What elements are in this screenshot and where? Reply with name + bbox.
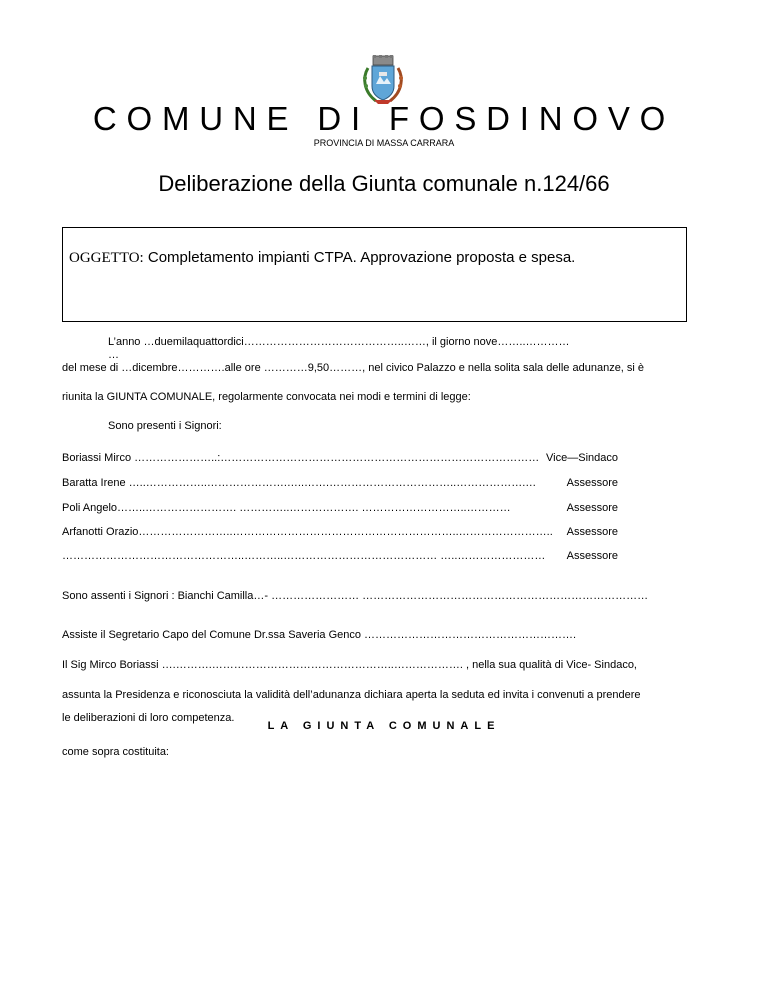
sig-line: Il Sig Mirco Boriassi ….……….…………………………………………..………………. , nella sua qualità di Vice- Sindaco, <box>62 659 637 671</box>
presenti-line: Sono presenti i Signori: <box>108 420 222 432</box>
anno-line-continuation: … <box>108 349 119 361</box>
member-role: Assessore <box>566 526 618 538</box>
member-row <box>62 477 618 490</box>
oggetto-label: OGGETTO: <box>69 250 144 266</box>
oggetto-box <box>62 227 687 322</box>
comune-title: COMUNE DI FOSDINOVO <box>92 100 676 137</box>
member-row <box>62 452 618 465</box>
costituita-line: come sopra costituita: <box>62 746 169 758</box>
member-name: Baratta Irene …..……………..………………….…..…….……………………………..……………….… <box>62 477 537 489</box>
member-name: Arfanotti Orazio……………………..……………………………………………………..…………………….. <box>62 526 553 538</box>
assunta-line: assunta la Presidenza e riconosciuta la validità dell’adunanza dichiara aperta la seduta ed invita i convenuti a prendere <box>62 689 641 701</box>
member-row <box>62 550 618 563</box>
provincia-subtitle: PROVINCIA DI MASSA CARRARA <box>313 138 455 148</box>
riunita-line: riunita la GIUNTA COMUNALE, regolarmente convocata nei modi e termini di legge: <box>62 391 471 403</box>
anno-line: L’anno …duemilaquattordici……………………………………..……, il giorno nove……..………… <box>108 336 570 348</box>
member-role: Assessore <box>566 502 618 514</box>
oggetto-text: Completamento impianti CTPA. Approvazione proposta e spesa. <box>143 249 576 266</box>
deliberazioni-line: le deliberazioni di loro competenza. <box>62 712 235 724</box>
member-role: Vice—Sindaco <box>546 452 618 464</box>
segretario-line: Assiste il Segretario Capo del Comune Dr.ssa Saveria Genco …………………………………………………. <box>62 629 577 641</box>
member-row <box>62 502 618 515</box>
member-role: Assessore <box>566 550 618 562</box>
member-name: …………………………………………..………..…………………………………… …..…………………… <box>62 550 546 562</box>
giunta-heading: LA GIUNTA COMUNALE <box>267 720 501 732</box>
mese-line: del mese di …dicembre………….alle ore …………9,50………, nel civico Palazzo e nella solita sala delle adunanze, si è <box>62 362 645 374</box>
oggetto-line <box>69 248 575 268</box>
member-row <box>62 526 618 539</box>
member-role: Assessore <box>566 477 618 489</box>
member-name: Boriassi Mirco …………………..:…………………………………………………………………………… <box>62 452 540 464</box>
deliberazione-title: Deliberazione della Giunta comunale n.124/66 <box>158 171 610 196</box>
member-name: Poli Angelo……..……………………. …………..………………. ………………………..………… <box>62 502 511 514</box>
assenti-line: Sono assenti i Signori : Bianchi Camilla…- …………………… …………………………………………………………………… <box>62 590 649 602</box>
